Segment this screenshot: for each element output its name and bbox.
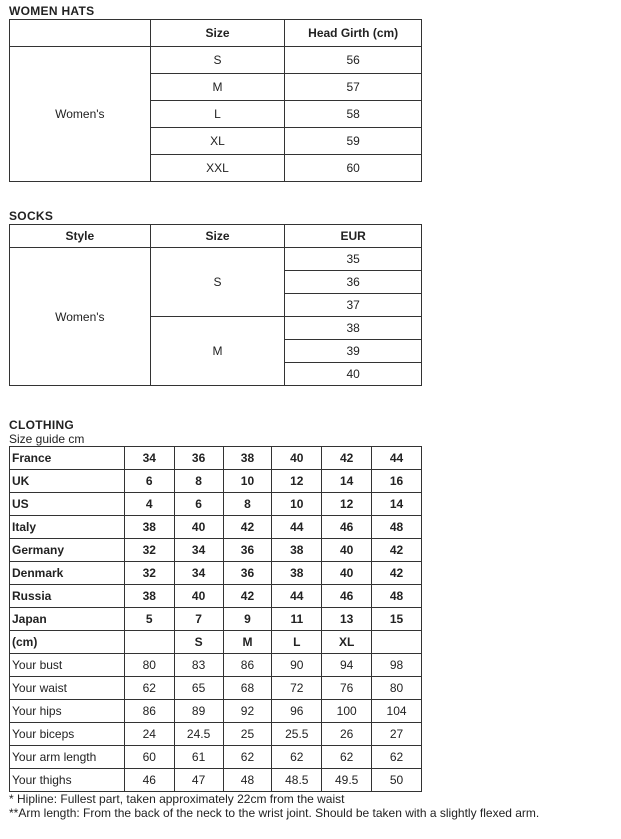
clothing-row-label: Germany	[10, 539, 125, 562]
socks-eur-cell: 35	[285, 248, 422, 271]
clothing-size-cell: 46	[322, 516, 372, 539]
socks-size-cell: M	[150, 317, 285, 386]
table-row	[10, 493, 422, 516]
hats-size-table	[9, 19, 422, 182]
clothing-size-cell: 36	[223, 539, 272, 562]
hats-title: WOMEN HATS	[9, 4, 95, 18]
clothing-size-cell: 7	[174, 608, 223, 631]
clothing-size-cell: 61	[174, 746, 223, 769]
clothing-size-cell: 60	[124, 746, 174, 769]
clothing-size-cell: 40	[174, 585, 223, 608]
clothing-size-cell: 65	[174, 677, 223, 700]
clothing-size-cell: 90	[272, 654, 322, 677]
clothing-size-cell: 16	[372, 470, 422, 493]
clothing-size-cell: 76	[322, 677, 372, 700]
clothing-size-cell: 32	[124, 539, 174, 562]
clothing-size-cell: 38	[124, 585, 174, 608]
table-row	[10, 47, 422, 74]
clothing-size-cell: 48	[372, 516, 422, 539]
clothing-size-cell: 34	[174, 539, 223, 562]
clothing-size-cell: 62	[223, 746, 272, 769]
clothing-size-cell: 100	[322, 700, 372, 723]
hats-girth-cell: 59	[285, 128, 422, 155]
clothing-size-cell: 42	[223, 585, 272, 608]
socks-eur-cell: 36	[285, 271, 422, 294]
clothing-size-cell	[124, 631, 174, 654]
clothing-size-cell: 13	[322, 608, 372, 631]
clothing-size-cell: 44	[272, 585, 322, 608]
clothing-size-cell: 36	[223, 562, 272, 585]
clothing-size-cell: 92	[223, 700, 272, 723]
socks-header-eur: EUR	[285, 225, 422, 248]
clothing-size-cell: 48	[223, 769, 272, 792]
hats-girth-cell: 57	[285, 74, 422, 101]
table-row	[10, 769, 422, 792]
clothing-size-cell: 47	[174, 769, 223, 792]
clothing-size-cell: 34	[174, 562, 223, 585]
clothing-size-cell: 12	[322, 493, 372, 516]
clothing-size-cell: 94	[322, 654, 372, 677]
socks-header-style: Style	[10, 225, 151, 248]
socks-header-size: Size	[150, 225, 285, 248]
clothing-size-cell: 10	[223, 470, 272, 493]
clothing-size-cell	[372, 631, 422, 654]
table-row	[10, 723, 422, 746]
hats-header-size: Size	[150, 20, 285, 47]
clothing-size-cell: 42	[223, 516, 272, 539]
clothing-size-cell: 4	[124, 493, 174, 516]
hats-size-cell: XXL	[150, 155, 285, 182]
clothing-row-label: (cm)	[10, 631, 125, 654]
hats-size-cell: L	[150, 101, 285, 128]
socks-eur-cell: 37	[285, 294, 422, 317]
clothing-size-cell: 98	[372, 654, 422, 677]
clothing-size-cell: 104	[372, 700, 422, 723]
clothing-size-cell: 6	[174, 493, 223, 516]
clothing-size-cell: 36	[174, 447, 223, 470]
hats-size-cell: XL	[150, 128, 285, 155]
table-row	[10, 470, 422, 493]
clothing-size-cell: 96	[272, 700, 322, 723]
socks-eur-cell: 38	[285, 317, 422, 340]
clothing-title: CLOTHING	[9, 418, 75, 432]
hipline-note: * Hipline: Fullest part, taken approximately 22cm from the waist	[9, 792, 345, 806]
clothing-size-cell: 40	[322, 539, 372, 562]
clothing-size-cell: 14	[322, 470, 372, 493]
clothing-row-label: US	[10, 493, 125, 516]
hats-header-row	[10, 20, 422, 47]
clothing-size-cell: M	[223, 631, 272, 654]
hats-header-blank	[10, 20, 151, 47]
clothing-size-cell: 40	[174, 516, 223, 539]
table-row	[10, 539, 422, 562]
clothing-size-cell: 25.5	[272, 723, 322, 746]
table-row	[10, 608, 422, 631]
clothing-size-cell: 40	[322, 562, 372, 585]
hats-group-label: Women's	[10, 47, 151, 182]
clothing-size-cell: 62	[372, 746, 422, 769]
socks-size-table	[9, 224, 422, 386]
clothing-size-cell: 80	[372, 677, 422, 700]
clothing-row-label: Japan	[10, 608, 125, 631]
clothing-size-cell: 11	[272, 608, 322, 631]
clothing-row-label: Your biceps	[10, 723, 125, 746]
clothing-size-cell: 38	[124, 516, 174, 539]
table-row	[10, 700, 422, 723]
hats-header-girth: Head Girth (cm)	[285, 20, 422, 47]
table-row	[10, 447, 422, 470]
clothing-row-label: Your waist	[10, 677, 125, 700]
clothing-size-cell: 24	[124, 723, 174, 746]
clothing-size-cell: 26	[322, 723, 372, 746]
clothing-size-cell: 89	[174, 700, 223, 723]
clothing-size-cell: 46	[322, 585, 372, 608]
clothing-size-cell: 38	[223, 447, 272, 470]
socks-size-cell: S	[150, 248, 285, 317]
clothing-size-cell: 9	[223, 608, 272, 631]
hats-girth-cell: 60	[285, 155, 422, 182]
clothing-size-cell: 83	[174, 654, 223, 677]
clothing-row-label: Denmark	[10, 562, 125, 585]
clothing-size-cell: 42	[372, 539, 422, 562]
clothing-size-cell: 86	[223, 654, 272, 677]
clothing-row-label: Your thighs	[10, 769, 125, 792]
clothing-row-label: Russia	[10, 585, 125, 608]
clothing-size-cell: 8	[174, 470, 223, 493]
clothing-size-cell: 34	[124, 447, 174, 470]
hats-girth-cell: 58	[285, 101, 422, 128]
clothing-size-cell: 86	[124, 700, 174, 723]
clothing-row-label: UK	[10, 470, 125, 493]
clothing-size-cell: 38	[272, 562, 322, 585]
table-row	[10, 585, 422, 608]
socks-title: SOCKS	[9, 209, 54, 223]
clothing-size-cell: 5	[124, 608, 174, 631]
clothing-size-cell: 38	[272, 539, 322, 562]
clothing-row-label: Italy	[10, 516, 125, 539]
clothing-size-cell: 14	[372, 493, 422, 516]
clothing-size-cell: S	[174, 631, 223, 654]
table-row	[10, 631, 422, 654]
socks-group-label: Women's	[10, 248, 151, 386]
clothing-size-cell: 42	[372, 562, 422, 585]
table-row	[10, 562, 422, 585]
clothing-size-cell: 49.5	[322, 769, 372, 792]
clothing-size-cell: 24.5	[174, 723, 223, 746]
clothing-row-label: France	[10, 447, 125, 470]
clothing-size-cell: 72	[272, 677, 322, 700]
hats-girth-cell: 56	[285, 47, 422, 74]
clothing-size-cell: 62	[322, 746, 372, 769]
clothing-row-label: Your arm length	[10, 746, 125, 769]
clothing-size-cell: XL	[322, 631, 372, 654]
clothing-size-cell: 44	[272, 516, 322, 539]
clothing-size-cell: 44	[372, 447, 422, 470]
clothing-row-label: Your bust	[10, 654, 125, 677]
clothing-size-cell: L	[272, 631, 322, 654]
clothing-size-cell: 6	[124, 470, 174, 493]
clothing-size-cell: 10	[272, 493, 322, 516]
table-row	[10, 677, 422, 700]
clothing-row-label: Your hips	[10, 700, 125, 723]
clothing-size-cell: 48	[372, 585, 422, 608]
table-row	[10, 654, 422, 677]
socks-eur-cell: 40	[285, 363, 422, 386]
table-row	[10, 746, 422, 769]
clothing-size-cell: 8	[223, 493, 272, 516]
clothing-size-cell: 62	[124, 677, 174, 700]
arm-length-note: **Arm length: From the back of the neck to the wrist joint. Should be taken with a slightly flexed arm.	[9, 806, 540, 820]
table-row	[10, 248, 422, 271]
socks-eur-cell: 39	[285, 340, 422, 363]
hats-size-cell: S	[150, 47, 285, 74]
clothing-size-cell: 15	[372, 608, 422, 631]
clothing-size-cell: 32	[124, 562, 174, 585]
clothing-size-cell: 12	[272, 470, 322, 493]
table-row	[10, 516, 422, 539]
clothing-size-cell: 62	[272, 746, 322, 769]
clothing-size-cell: 80	[124, 654, 174, 677]
clothing-size-cell: 46	[124, 769, 174, 792]
clothing-size-cell: 42	[322, 447, 372, 470]
clothing-size-cell: 50	[372, 769, 422, 792]
clothing-subtitle: Size guide cm	[9, 432, 85, 446]
clothing-size-cell: 25	[223, 723, 272, 746]
socks-header-row	[10, 225, 422, 248]
clothing-size-cell: 27	[372, 723, 422, 746]
clothing-size-cell: 40	[272, 447, 322, 470]
clothing-size-cell: 48.5	[272, 769, 322, 792]
hats-size-cell: M	[150, 74, 285, 101]
clothing-size-cell: 68	[223, 677, 272, 700]
clothing-size-table	[9, 446, 422, 792]
